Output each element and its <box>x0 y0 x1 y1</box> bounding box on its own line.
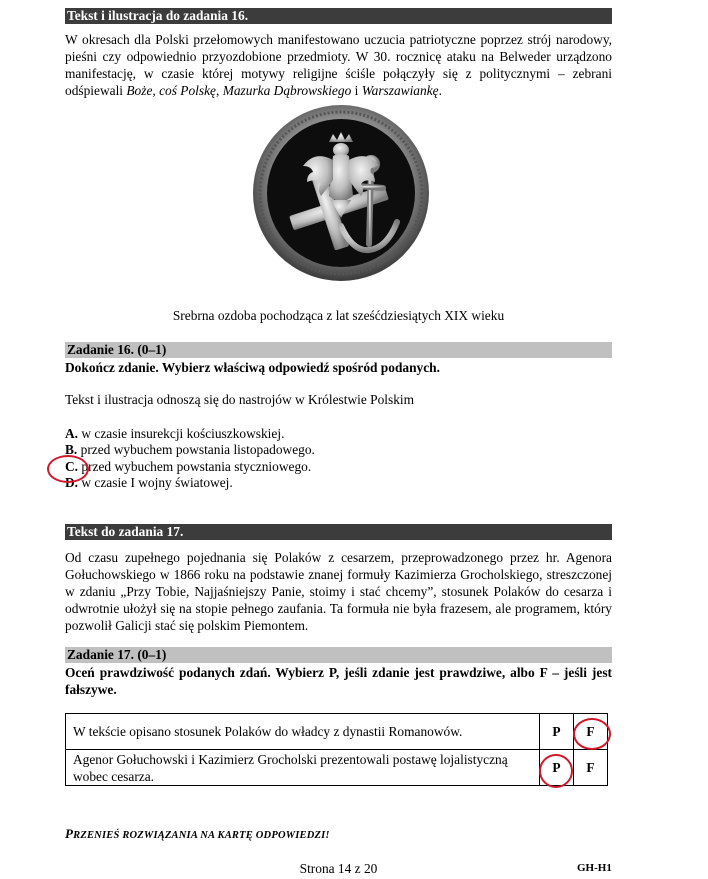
row2-p-cell[interactable]: P <box>540 750 574 786</box>
task17-header: Zadanie 17. (0–1) <box>65 647 612 663</box>
task17-instruction: Oceń prawdziwość podanych zdań. Wybierz P, jeśli zdanie jest prawdziwe, albo F – jeśli jest fałszywe. <box>65 665 612 697</box>
statement-1: W tekście opisano stosunek Polaków do władcy z dynastii Romanowów. <box>66 714 540 750</box>
answer-mark-circle <box>573 718 611 750</box>
true-false-table <box>65 713 608 786</box>
section17-paragraph: Od czasu zupełnego pojednania się Polaków z cesarzem, przeprowadzonego przez hr. Agenora Gołuchowskiego w 1866 roku na podstawie znanej formuły Kazimierza Grocholskiego, streszczonej w zdaniu „Przy Tobie, Najjaśniejszy Panie, stoimy i stać chcemy”, stosunek Polaków do cesarza i odwrotnie ułożył się na stopie pełnego zaufania. Ta formuła nie była frazesem, ale programem, który pozwolił Galicji stać się polskim Piemontem. <box>65 550 612 633</box>
page-number: Strona 14 z 20 <box>299 861 378 876</box>
row1-f-cell[interactable]: F <box>574 714 608 750</box>
exam-code: GH-H1 <box>577 862 612 874</box>
statement-2: Agenor Gołuchowski i Kazimierz Grocholski prezentowali postawę lojalistyczną wobec cesarza. <box>66 750 540 786</box>
answer-mark-circle <box>539 754 573 788</box>
transfer-answers-note: PRZENIEŚ ROZWIĄZANIA NA KARTĘ ODPOWIEDZI! <box>65 826 330 841</box>
row2-f-cell[interactable]: F <box>574 750 608 786</box>
task16-option-a[interactable]: A. w czasie insurekcji kościuszkowskiej. <box>65 426 285 441</box>
row1-p-cell[interactable]: P <box>540 714 574 750</box>
task16-header: Zadanie 16. (0–1) <box>65 342 612 358</box>
silver-ornament-illustration <box>241 104 441 282</box>
section16-header: Tekst i ilustracja do zadania 16. <box>65 8 612 24</box>
task16-option-d[interactable]: D. w czasie I wojny światowej. <box>65 475 233 490</box>
image-caption: Srebrna ozdoba pochodząca z lat sześćdziesiątych XIX wieku <box>172 308 505 323</box>
task16-instruction: Dokończ zdanie. Wybierz właściwą odpowiedź spośród podanych. <box>65 360 440 375</box>
task16-stem: Tekst i ilustracja odnoszą się do nastrojów w Królestwie Polskim <box>65 392 415 407</box>
task16-option-c[interactable]: C. przed wybuchem powstania styczniowego. <box>65 459 312 474</box>
exam-page <box>65 8 612 876</box>
table-row <box>66 714 608 750</box>
silver-ornament-image <box>65 104 612 372</box>
task16-option-b[interactable]: B. przed wybuchem powstania listopadowego. <box>65 442 315 457</box>
section16-paragraph: W okresach dla Polski przełomowych manifestowano uczucia patriotyczne poprzez strój narodowy, pieśni czy odpowiednio przyozdobione przedmioty. W 30. rocznicę ataku na Belweder urządzono manifestację, w czasie której motywy religijne ściśle połączyły się z politycznymi – zebrani odśpiewali Boże, coś Polskę, Mazurka Dąbrowskiego i Warszawiankę. <box>65 32 612 98</box>
table-row <box>66 750 608 786</box>
section17-header: Tekst do zadania 17. <box>65 524 612 540</box>
answer-mark-circle <box>47 455 89 483</box>
